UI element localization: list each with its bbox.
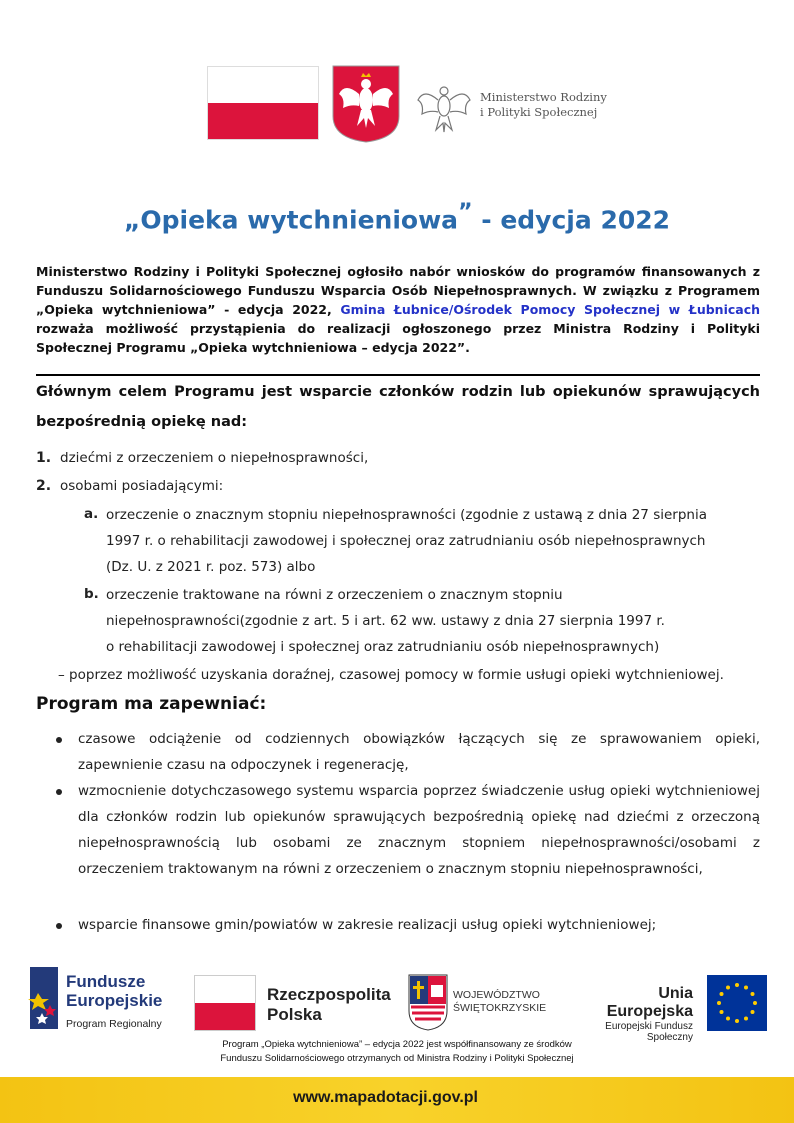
cofinancing-caption: Program „Opieka wytchnieniowa” – edycja 2022 jest współfinansowany ze środków Funduszu Solidarnościowego otrzymanych od Ministra Rodziny i Polityki Społecznej <box>220 1039 574 1064</box>
rzeczpospolita-text: Rzeczpospolita Polska <box>267 985 391 1024</box>
sub-list-item: orzeczenie traktowane na równi z orzeczeniem o znacznym stopniu niepełnosprawności(zgodnie z art. 5 i art. 62 ww. ustawy z dnia 27 sierpnia 1997 r. o rehabilitacji zawodowej i społecznej oraz zatrudnianiu osób niepełnosprawnych) <box>106 587 665 655</box>
bullet-item: wsparcie finansowe gmin/powiatów w zakresie realizacji usług opieki wytchnieniowej; <box>78 917 657 933</box>
list-number: 1. <box>36 450 52 466</box>
intro-text: Ministerstwo Rodziny i Polityki Społecznej ogłosiło nabór wniosków do programów finansowanych z Funduszu Solidarnościowego Funduszu Wsparcia Osób Niepełnosprawnych. W związku z Programem „Opieka wytchnieniowa” - edycja 2022, <box>36 264 760 317</box>
ministry-eagle-icon <box>414 78 474 134</box>
bullet-item: czasowe odciążenie od codziennych obowiązków łączących się ze sprawowaniem opieki, zapewnienie czasu na odpoczynek i regenerację, <box>78 731 760 773</box>
list-number: 2. <box>36 478 52 494</box>
program-regionalny-text: Program Regionalny <box>66 1018 162 1030</box>
website-link[interactable]: www.mapadotacji.gov.pl <box>293 1089 478 1106</box>
gmina-name: Gmina Łubnice/Ośrodek Pomocy Społecznej w Łubnicach <box>340 302 761 317</box>
fundusze-europejskie-logo-icon <box>28 963 62 1033</box>
bullet-icon <box>56 923 62 929</box>
swietokrzyskie-text: WOJEWÓDZTWO ŚWIĘTOKRZYSKIE <box>453 989 547 1014</box>
list-item: osobami posiadającymi: <box>60 478 224 494</box>
polish-flag <box>207 66 319 140</box>
ministry-name: Ministerstwo Rodziny i Polityki Społecznej <box>480 90 607 119</box>
unia-europejska-text: Unia Europejska Europejski Fundusz Społeczny <box>605 985 693 1043</box>
divider <box>36 374 760 376</box>
bullet-item: wzmocnienie dotychczasowego systemu wsparcia poprzez świadczenie usług opieki wytchnieniowej dla członków rodzin lub opiekunów sprawujących bezpośrednią opiekę nad dziećmi z orzeczoną niepełnosprawnością lub osobami ze znacznym stopniem niepełnosprawności/osobami z orzeczeniem traktowanym na równi z orzeczeniem o znacznym stopniu niepełnosprawności, <box>78 783 760 877</box>
bullet-icon <box>56 737 62 743</box>
fundusze-europejskie-text: Fundusze Europejskie <box>66 972 163 1010</box>
polish-emblem-icon <box>331 64 401 144</box>
sub-list-letter: b. <box>84 586 99 602</box>
page-title: „Opieka wytchnieniowa” - edycja 2022 <box>123 200 671 235</box>
eu-flag-icon <box>707 975 767 1031</box>
sub-list-item: orzeczenie o znacznym stopniu niepełnosprawności (zgodnie z ustawą z dnia 27 sierpnia 1997 r. o rehabilitacji zawodowej i społecznej oraz zatrudnianiu osób niepełnosprawnych (Dz. U. z 2021 r. poz. 573) albo <box>106 507 707 575</box>
section-heading: Program ma zapewniać: <box>36 694 267 714</box>
list-closing: – poprzez możliwość uzyskania doraźnej, czasowej pomocy w formie usługi opieki wytchnieniowej. <box>58 667 724 683</box>
bullet-icon <box>56 789 62 795</box>
intro-text-2: rozważa możliwość przystąpienia do realizacji ogłoszonego przez Ministra Rodziny i Polityki Społecznej Programu „Opieka wytchnieniowa – edycja 2022”. <box>36 321 760 355</box>
program-goal: Głównym celem Programu jest wsparcie członków rodzin lub opiekunów sprawujących bezpośrednią opiekę nad: <box>36 384 760 430</box>
rzeczpospolita-flag <box>194 975 256 1031</box>
swietokrzyskie-coat-of-arms-icon <box>407 973 449 1031</box>
list-item: dziećmi z orzeczeniem o niepełnosprawności, <box>60 450 369 466</box>
sub-list-letter: a. <box>84 506 99 522</box>
intro-paragraph <box>36 262 760 357</box>
